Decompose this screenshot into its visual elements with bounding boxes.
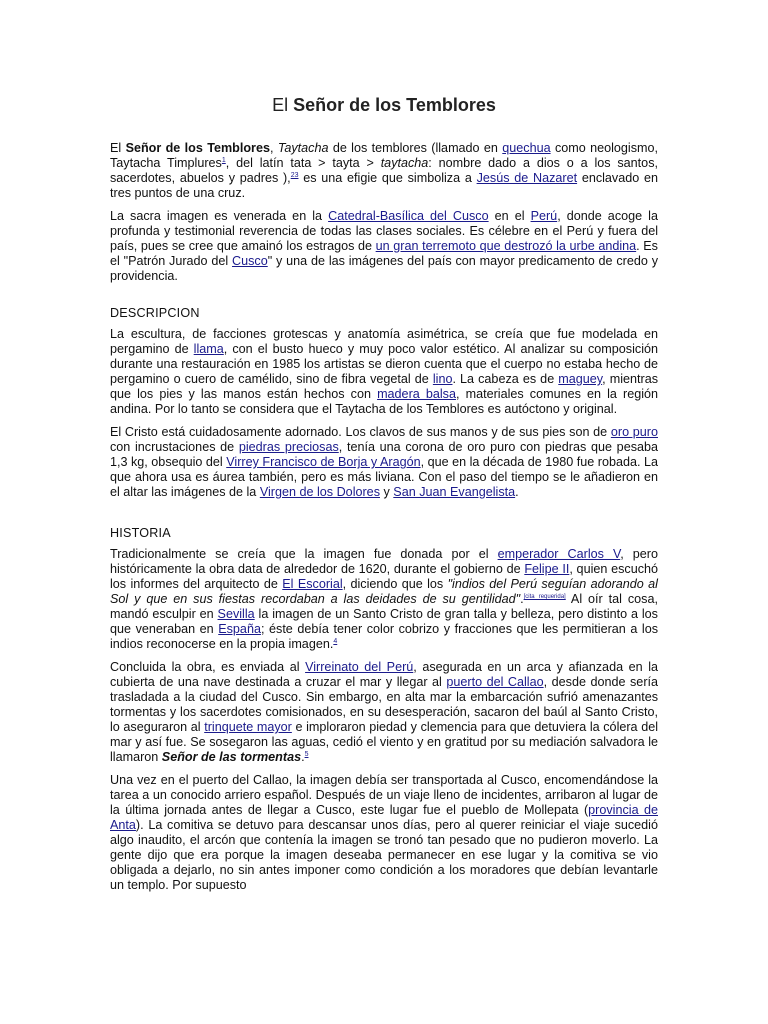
- link-lino[interactable]: lino: [432, 372, 453, 386]
- footnote-ref[interactable]: 1: [221, 156, 226, 164]
- paragraph-origen: Tradicionalmente se creía que la imagen fue donada por el emperador Carlos V, pero históricamente la obra data de alrededor de 1620, durante el gobierno de Felipe II, quien escuchó los informes del arquitecto de El Escorial, diciendo que los "indios del Perú seguían adorando al Sol y que en sus fiestas recordaban a las deidades de su gentilidad".[cita requerida] Al oír tal cosa, mandó esculpir en Sevilla la imagen de un Santo Cristo de gran talla y belleza, pero distinto a los que veneraban en España; éste debía tener color cobrizo y fracciones que les permitieran a los indios reconocerse en la propia imagen.$^4$: [110, 547, 658, 651]
- section-heading-descripcion: DESCRIPCION: [110, 306, 200, 320]
- bold-italic-term: Señor de las tormentas: [161, 750, 302, 764]
- section-heading-historia: HISTORIA: [110, 526, 171, 540]
- title-bold: Señor de los Temblores: [293, 95, 496, 115]
- link-jesus-de-nazaret[interactable]: Jesús de Nazaret: [476, 171, 578, 185]
- link-espana[interactable]: España: [218, 622, 261, 636]
- link-puerto-callao[interactable]: puerto del Callao: [446, 675, 544, 689]
- link-virrey[interactable]: Virrey Francisco de Borja y Aragón: [226, 455, 421, 469]
- bold-term: Señor de los Temblores: [125, 141, 270, 155]
- link-provincia-anta[interactable]: provincia de Anta: [110, 803, 658, 832]
- link-trinquete[interactable]: trinquete mayor: [204, 720, 292, 734]
- article-body: [110, 141, 658, 901]
- link-llama[interactable]: llama: [193, 342, 224, 356]
- footnote-ref[interactable]: 4: [333, 637, 338, 645]
- paragraph-intro: El Señor de los Temblores, Taytacha de los temblores (llamado en quechua como neologismo, Taytacha Timplures$^1$, del latín tata > tayta > taytacha: nombre dado a dios o a los santos, sacerdotes, abuelos y padres ),$^{23}$ es una efigie que simboliza a Jesús de Nazaret enclavado en tres puntos de una cruz.: [110, 141, 659, 200]
- link-maguey[interactable]: maguey: [558, 372, 603, 386]
- citation-needed[interactable]: [cita requerida]: [523, 593, 566, 600]
- link-virgen-dolores[interactable]: Virgen de los Dolores: [259, 485, 380, 499]
- paragraph-escultura: La escultura, de facciones grotescas y anatomía asimétrica, se creía que fue modelada en pergamino de llama, con el busto hueco y muy poco valor estético. Al analizar su composición durante una restauración en 1985 los artistas se dieron cuenta que el cuerpo no estaba hecho de pergamino o cuero de camélido, sino de fibra vegetal de lino. La cabeza es de maguey, mientras que los pies y las manos están hechos con madera balsa, materiales comunes en la región andina. Por lo tanto se considera que el Taytacha de los Temblores es autóctono y original.: [110, 327, 659, 416]
- paragraph-adornos: El Cristo está cuidadosamente adornado. Los clavos de sus manos y de sus pies son de oro puro con incrustaciones de piedras preciosas, tenía una corona de oro puro con piedras que pesaba 1,3 kg, obsequio del Virrey Francisco de Borja y Aragón, que en la década de 1980 fue robada. La que ahora usa es áurea también, pero es más liviana. Con el paso del tiempo se le añadieron en el altar las imágenes de la Virgen de los Dolores y San Juan Evangelista.: [110, 425, 659, 499]
- footnote-ref[interactable]: 23: [290, 171, 299, 179]
- link-sevilla[interactable]: Sevilla: [217, 607, 255, 621]
- link-madera-balsa[interactable]: madera balsa: [377, 387, 456, 401]
- paragraph-mollepata: Una vez en el puerto del Callao, la imagen debía ser transportada al Cusco, encomendándose la tarea a un conocido arriero español. Después de un viaje lleno de incidentes, arribaron al lugar de la última jornada antes de llegar a Cusco, este lugar fue el pueblo de Mollepata (provincia de Anta). La comitiva se detuvo para descansar unos días, pero al querer reiniciar el viaje sucedió algo inaudito, el arcón que contenía la imagen se tronó tan pesado que no pudieron moverlo. La gente dijo que era porque la imagen deseaba permanecer en ese lugar y la comitiva se vio obligada a dejarlo, no sin antes imponer como condición a los moradores que debían levantarle un templo. Por supuesto: [110, 773, 658, 892]
- footnote-ref[interactable]: 5: [304, 750, 309, 758]
- title-prefix: El: [272, 95, 294, 115]
- link-cusco[interactable]: Cusco: [232, 254, 268, 268]
- paragraph-viaje: Concluida la obra, es enviada al Virreinato del Perú, asegurada en un arca y afianzada en la cubierta de una nave destinada a cruzar el mar y llegar al puerto del Callao, desde donde sería trasladada a la ciudad del Cusco. Sin embargo, en alta mar la embarcación sufrió amenazantes tormentas y los sacerdotes comisionados, en su desesperación, sacaron del baúl al Santo Cristo, lo aseguraron al trinquete mayor e imploraron piedad y clemencia para que detuviera la cólera del mar y así fue. Se sosegaron las aguas, cedió el viento y en gratitud por su mediación salvadora le llamaron Señor de las tormentas.$^5$: [110, 660, 659, 764]
- link-virreinato[interactable]: Virreinato del Perú: [305, 660, 414, 674]
- link-catedral[interactable]: Catedral-Basílica del Cusco: [328, 209, 489, 223]
- page-title: [0, 93, 768, 117]
- link-quechua[interactable]: quechua: [502, 141, 551, 155]
- link-felipe-ii[interactable]: Felipe II: [524, 562, 570, 576]
- link-peru[interactable]: Perú: [530, 209, 558, 223]
- link-carlos-v[interactable]: emperador Carlos V: [497, 547, 621, 561]
- link-piedras-preciosas[interactable]: piedras preciosas: [238, 440, 339, 454]
- link-oro-puro[interactable]: oro puro: [610, 425, 658, 439]
- paragraph-veneration: La sacra imagen es venerada en la Catedral-Basílica del Cusco en el Perú, donde acoge la profunda y testimonial reverencia de todas las clases sociales. Es célebre en el Perú y fuera del país, pues se cree que amainó los estragos de un gran terremoto que destrozó la urbe andina. Es el "Patrón Jurado del Cusco" y una de las imágenes del país con mayor predicamento de credo y providencia.: [110, 209, 659, 283]
- link-san-juan[interactable]: San Juan Evangelista: [393, 485, 516, 499]
- link-el-escorial[interactable]: El Escorial: [282, 577, 343, 591]
- link-terremoto[interactable]: un gran terremoto que destrozó la urbe andina: [375, 239, 637, 253]
